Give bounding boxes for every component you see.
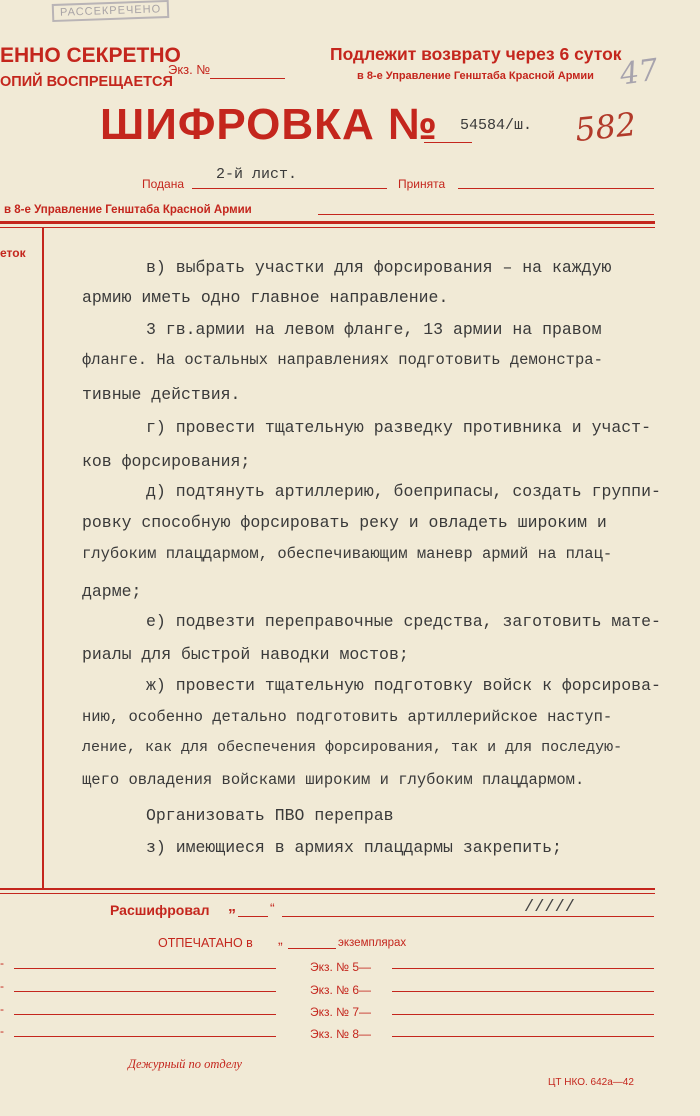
- body-line: д) подтянуть артиллерию, боеприпасы, создать группи-: [146, 482, 661, 501]
- return-destination: в 8-е Управление Генштаба Красной Армии: [357, 70, 594, 82]
- header-divider: [0, 221, 655, 224]
- form-code: ЦТ НКО. 642а—42: [548, 1077, 634, 1088]
- copy-label: Экз. № 6—: [310, 983, 372, 997]
- decrypted-label: Расшифровал: [110, 902, 210, 918]
- body-line: ков форсирования;: [82, 452, 251, 471]
- body-line: Организовать ПВО переправ: [146, 806, 394, 825]
- decrypted-line-short: [238, 916, 268, 917]
- body-line: ж) провести тщательную подготовку войск к форсирова-: [146, 676, 661, 695]
- decrypted-quote-open: „: [228, 898, 236, 915]
- copy-line-left: [14, 1036, 276, 1037]
- footer-divider: [0, 888, 655, 890]
- copy-line-left: [14, 1014, 276, 1015]
- copy-dash: -: [0, 979, 4, 993]
- declassified-stamp: РАССЕКРЕЧЕНО: [52, 0, 170, 22]
- copy-number-label: Экз. №: [168, 62, 211, 77]
- destination-label: в 8-е Управление Генштаба Красной Армии: [4, 204, 252, 216]
- body-line: щего овладения войсками широким и глубоким плацдармом.: [82, 771, 585, 789]
- body-line: армию иметь одно главное направление.: [82, 288, 449, 307]
- body-line: г) провести тщательную разведку противника и участ-: [146, 418, 651, 437]
- copy-dash: -: [0, 1002, 4, 1016]
- printed-copies-label: экземплярах: [338, 937, 407, 949]
- left-column-border: [42, 228, 44, 888]
- body-line: глубоким плацдармом, обеспечивающим маневр армий на плац-: [82, 545, 613, 563]
- title-number-line-left: [424, 142, 472, 143]
- decrypted-line-long: [282, 916, 654, 917]
- duty-officer-label: Дежурный по отделу: [128, 1057, 242, 1071]
- received-line: [458, 188, 654, 189]
- body-line: ровку способную форсировать реку и овладеть широким и: [82, 513, 607, 532]
- body-line: фланге. На остальных направлениях подготовить демонстра-: [82, 351, 603, 369]
- decrypted-quote-close: “: [270, 900, 275, 916]
- sheet-number: 2-й лист.: [216, 166, 298, 183]
- body-line: 3 гв.армии на левом фланге, 13 армии на правом: [146, 320, 602, 339]
- footer-divider-thin: [0, 893, 655, 894]
- handwritten-number: 582: [573, 104, 638, 150]
- margin-note: 47: [617, 52, 661, 93]
- copy-dash: -: [0, 956, 4, 970]
- body-line: тивные действия.: [82, 385, 241, 404]
- document-title: ШИФРОВКА №: [100, 100, 439, 149]
- submitted-line: [192, 188, 387, 189]
- cipher-number: 54584/ш.: [460, 117, 533, 134]
- copy-number-line: [210, 78, 285, 79]
- submitted-label: Подана: [142, 177, 185, 191]
- copy-label: Экз. № 5—: [310, 960, 372, 974]
- copy-label: Экз. № 7—: [310, 1005, 372, 1019]
- copy-line-right: [392, 1014, 654, 1015]
- body-line: в) выбрать участки для форсирования – на каждую: [146, 258, 612, 277]
- printed-quote: „: [278, 931, 283, 947]
- copying-prohibited: ОПИЙ ВОСПРЕЩАЕТСЯ: [0, 74, 173, 90]
- copy-line-left: [14, 991, 276, 992]
- copy-dash: -: [0, 1024, 4, 1038]
- copy-line-right: [392, 991, 654, 992]
- return-notice: Подлежит возврату через 6 суток: [330, 44, 622, 64]
- body-line: нию, особенно детально подготовить артиллерийское наступ-: [82, 708, 613, 726]
- copy-line-left: [14, 968, 276, 969]
- header-divider-thin: [0, 227, 655, 228]
- body-line: з) имеющиеся в армиях плацдармы закрепить;: [146, 838, 562, 857]
- printed-label: ОТПЕЧАТАНО в: [158, 936, 253, 950]
- received-label: Принята: [398, 177, 446, 191]
- body-line: ление, как для обеспечения форсирования, так и для последую-: [82, 739, 623, 756]
- destination-line: [318, 214, 654, 215]
- decrypted-signature: /////: [524, 898, 576, 917]
- printed-count-line: [288, 948, 336, 949]
- secrecy-heading: ЕННО СЕКРЕТНО: [0, 44, 181, 67]
- copy-label: Экз. № 8—: [310, 1027, 372, 1041]
- left-column-label: еток: [0, 246, 26, 260]
- copy-line-right: [392, 968, 654, 969]
- body-line: дарме;: [82, 582, 142, 601]
- body-line: е) подвезти переправочные средства, заготовить мате-: [146, 612, 661, 631]
- copy-line-right: [392, 1036, 654, 1037]
- body-line: риалы для быстрой наводки мостов;: [82, 645, 409, 664]
